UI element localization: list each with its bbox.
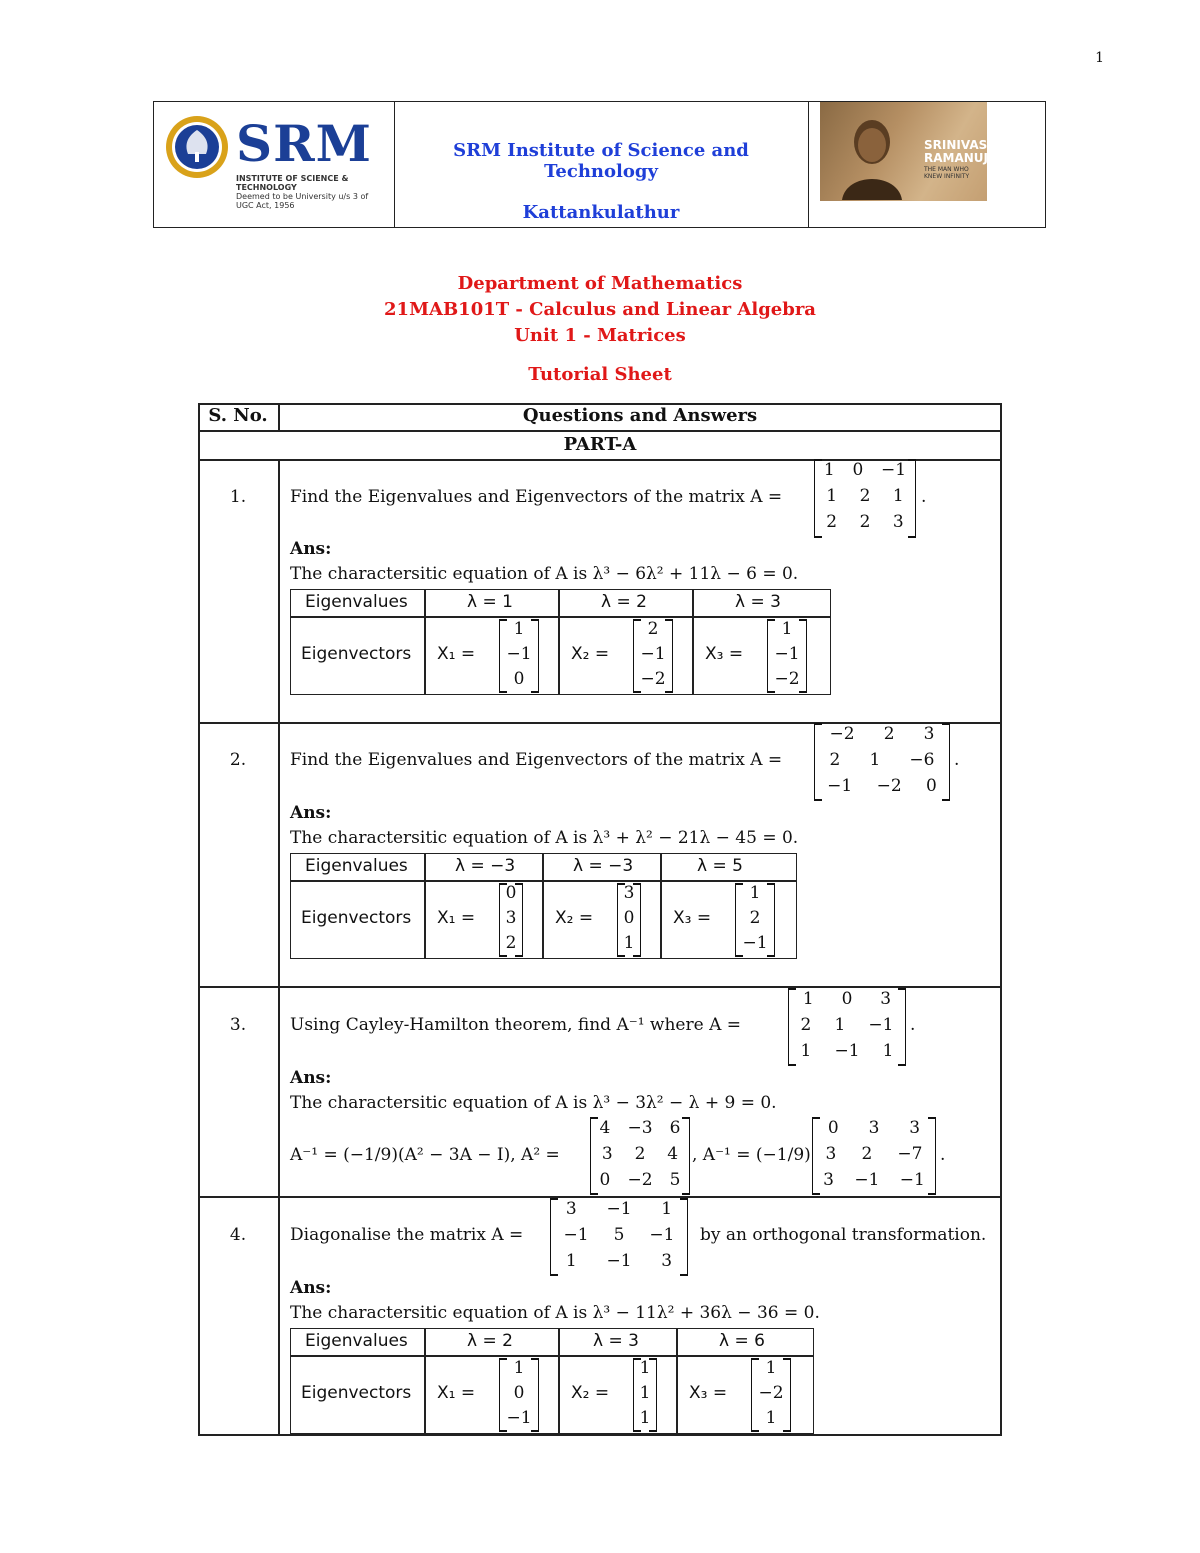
q2-question: Find the Eigenvalues and Eigenvectors of the matrix A = — [290, 750, 783, 770]
header-box — [153, 101, 1046, 228]
ramanujan-portrait — [820, 102, 1008, 201]
q4-question: Diagonalise the matrix A = — [290, 1225, 524, 1245]
q3-question: Using Cayley-Hamilton theorem, find A⁻¹ where A = — [290, 1015, 741, 1035]
q3-matrix: 1 0 3 2 1 −1 1 −1 1 — [788, 988, 906, 1066]
q1-matrix: 1 0 −1 1 2 1 2 2 3 — [814, 459, 916, 538]
q4-vector-2: 1 1 1 — [633, 1358, 657, 1432]
q3-number: 3. — [229, 1015, 247, 1035]
q3-inverse-matrix: 0 3 3 3 2 −7 3 −1 −1 — [812, 1117, 936, 1195]
q2-vector-2: 3 0 1 — [617, 883, 641, 957]
institute-name: SRM Institute of Science and Technology — [453, 140, 749, 182]
portrait-caption: SRINIVASA RAMANUJAN — [924, 138, 1008, 165]
part-a-header: PART-A — [563, 434, 637, 455]
srm-seal-icon — [164, 114, 230, 180]
logo-subtitle: INSTITUTE OF SCIENCE & TECHNOLOGY Deemed to be University u/s 3 of UGC Act, 1956 — [236, 174, 369, 210]
col-header-sno: S. No. — [208, 405, 268, 426]
q4-vector-3: 1 −2 1 — [751, 1358, 791, 1432]
q3-ans-label: Ans: — [290, 1068, 332, 1088]
q2-char-eq: The charactersitic equation of A is λ³ + λ² − 21λ − 45 = 0. — [290, 828, 799, 848]
q2-eigen-table: Eigenvalues λ = −3 λ = −3 λ = 5 Eigenvectors X₁ = X₂ = X₃ = 0 3 2 3 0 1 1 2 −1 — [290, 853, 797, 959]
department-title: Department of Mathematics — [457, 273, 743, 294]
q4-question-tail: by an orthogonal transformation. — [700, 1225, 987, 1245]
q3-inverse-formula: A⁻¹ = (−1/9)(A² − 3A − I), A² = — [290, 1145, 560, 1165]
q1-vector-1: 1 −1 0 — [499, 619, 539, 693]
tutorial-table: S. No. Questions and Answers PART-A 1. Find the Eigenvalues and Eigenvectors of the matrix A = 1 0 −1 1 2 1 2 2 3 . Ans: The charactersitic equation of A is λ³ − 6λ² + 11λ − 6 = 0. Eigenvalues λ = 1 λ = 2 λ = 3 Eigenvectors X₁ = X₂ = X₃ = 1 −1 0 2 −1 −2 1 −1 −2 2. Find the Eigenvalues and Eigenvectors of the matrix A = −2 2 3 2 1 −6 −1 −2 0 . Ans: The charactersitic equation of A is λ³ + λ² − 21λ − 45 = 0. Eigenvalues λ = −3 λ = −3 λ = 5 Eigenvectors X₁ = X₂ = X₃ = 0 3 2 3 0 1 1 2 −1 3. Using Cayley-Hamilton theorem, find A⁻¹ where A = 1 0 3 2 1 −1 1 −1 1 . Ans: The charactersitic equation of A is λ³ − 3λ² − λ + 9 = 0. A⁻¹ = (−1/9)(A² − 3A − I), A² = 4 −3 6 3 2 4 0 −2 5 , A⁻¹ = (−1/9) 0 3 3 3 2 −7 3 −1 −1 . 4. Diagonalise the matrix A = 3 −1 1 −1 5 −1 1 −1 3 by an orthogonal transformation. Ans: The charactersitic equation of A is λ³ − 11λ² + 36λ − 36 = 0. Eigenvalues λ = 2 λ = 3 λ = 6 Eigenvectors X₁ = X₂ = X₃ = 1 0 −1 1 1 1 1 −2 1 — [198, 403, 1002, 1436]
q4-char-eq: The charactersitic equation of A is λ³ − 11λ² + 36λ − 36 = 0. — [290, 1303, 820, 1323]
logo-cell — [154, 102, 395, 227]
q4-eigen-table: Eigenvalues λ = 2 λ = 3 λ = 6 Eigenvectors X₁ = X₂ = X₃ = 1 0 −1 1 1 1 1 −2 1 — [290, 1328, 814, 1434]
q2-vector-3: 1 2 −1 — [735, 883, 775, 957]
q4-vector-1: 1 0 −1 — [499, 1358, 539, 1432]
q2-number: 2. — [229, 750, 247, 770]
q2-vector-1: 0 3 2 — [499, 883, 523, 957]
campus-name: Kattankulathur — [522, 202, 680, 223]
portrait-figure-icon — [832, 110, 912, 200]
portrait-cell — [808, 102, 1045, 227]
q1-vector-2: 2 −1 −2 — [633, 619, 673, 693]
page-number: 1 — [1095, 50, 1104, 66]
portrait-subcaption: THE MAN WHO KNEW INFINITY — [924, 166, 970, 180]
unit-title: Unit 1 - Matrices — [514, 325, 686, 346]
q3-char-eq: The charactersitic equation of A is λ³ − 3λ² − λ + 9 = 0. — [290, 1093, 777, 1113]
q3-a-squared-matrix: 4 −3 6 3 2 4 0 −2 5 — [590, 1117, 690, 1195]
q3-inverse-label: , A⁻¹ = (−1/9) — [692, 1145, 811, 1165]
q2-ans-label: Ans: — [290, 803, 332, 823]
institute-cell — [394, 102, 809, 227]
q4-number: 4. — [229, 1225, 247, 1245]
logo-text: SRM — [236, 114, 373, 173]
q2-matrix: −2 2 3 2 1 −6 −1 −2 0 — [814, 723, 950, 801]
q1-vector-3: 1 −1 −2 — [767, 619, 807, 693]
col-header-qa: Questions and Answers — [522, 405, 758, 426]
sheet-title: Tutorial Sheet — [528, 364, 672, 385]
q1-question: Find the Eigenvalues and Eigenvectors of the matrix A = — [290, 487, 783, 507]
q1-ans-label: Ans: — [290, 539, 332, 559]
q1-eigen-table: Eigenvalues λ = 1 λ = 2 λ = 3 Eigenvectors X₁ = X₂ = X₃ = 1 −1 0 2 −1 −2 1 −1 −2 — [290, 589, 831, 695]
q1-number: 1. — [229, 487, 247, 507]
q4-ans-label: Ans: — [290, 1278, 332, 1298]
q1-char-eq: The charactersitic equation of A is λ³ − 6λ² + 11λ − 6 = 0. — [290, 564, 799, 584]
course-title: 21MAB101T - Calculus and Linear Algebra — [384, 299, 816, 320]
q4-matrix: 3 −1 1 −1 5 −1 1 −1 3 — [550, 1198, 688, 1276]
